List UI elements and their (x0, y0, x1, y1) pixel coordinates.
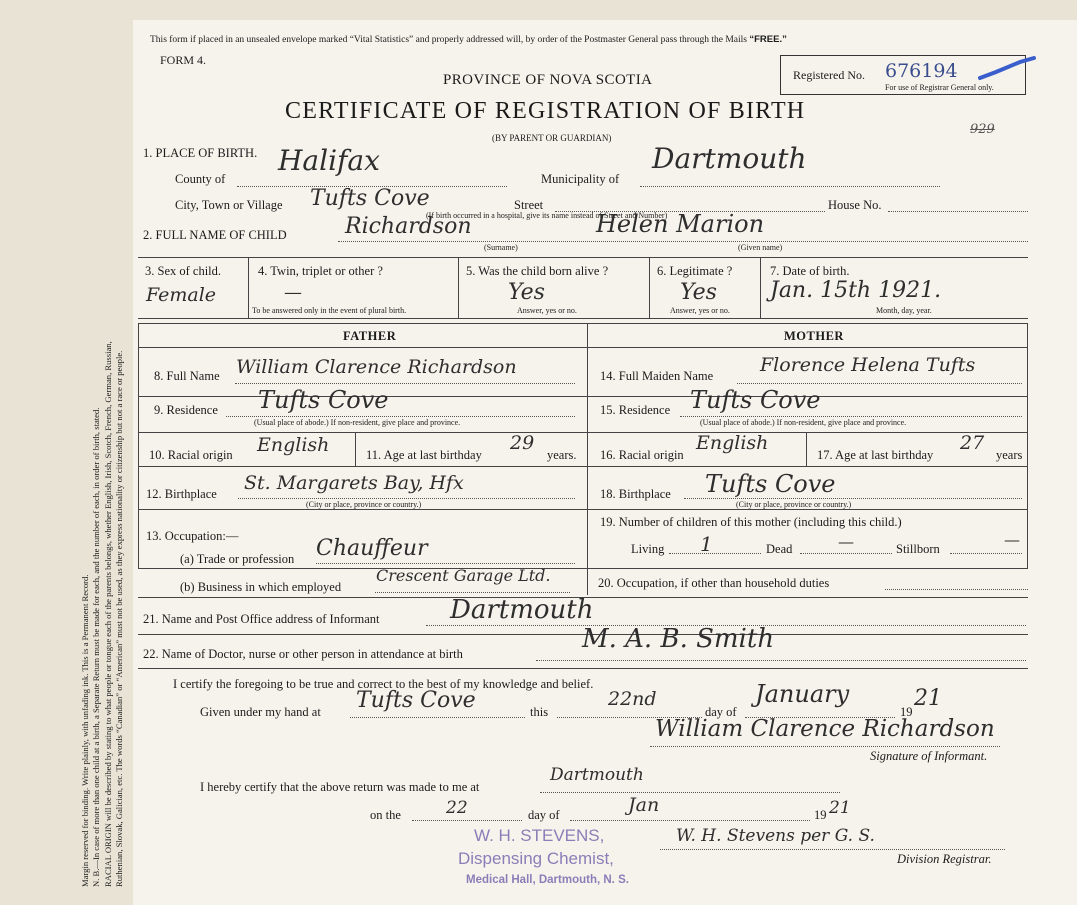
margin-line-3: RACIAL ORIGIN will be described by stating to what people or tongue each of the parents belongs, whether English, Irish, Scotch, French, German, Russian, (102, 341, 113, 887)
father-name-line (235, 383, 575, 384)
informant-signature: William Clarence Richardson (655, 716, 995, 742)
business-line (375, 592, 570, 593)
registrar-place-value: Dartmouth (550, 765, 644, 785)
registrar-day-line (412, 820, 522, 821)
chemist-stamp-line-3: Medical Hall, Dartmouth, N. S. (466, 874, 629, 886)
municipality-line (640, 186, 940, 187)
mother-heading: MOTHER (784, 329, 844, 343)
mother-birthplace-value: Tufts Cove (705, 470, 836, 498)
registrar-signature-label: Division Registrar. (897, 852, 992, 866)
county-value: Halifax (278, 144, 380, 177)
mother-residence-note: (Usual place of abode.) If non-resident, give place and province. (700, 418, 907, 427)
mother-race-divider (806, 432, 807, 466)
informant-signature-line (650, 746, 1000, 747)
stillborn-value: — (1004, 530, 1020, 549)
registrar-year-value: 21 (829, 798, 851, 818)
dead-value: — (838, 532, 854, 551)
alive-note: Answer, yes or no. (517, 306, 577, 315)
dead-line (800, 553, 892, 554)
margin-instructions (0, 0, 125, 905)
given-place-value: Tufts Cove (356, 688, 476, 713)
house-label: House No. (828, 198, 882, 212)
row-bottom-rule (138, 318, 1028, 319)
certify-day-value: 22nd (608, 688, 657, 710)
form-number: FORM 4. (160, 53, 207, 67)
child-name-line (338, 241, 1028, 242)
certify-year-value: 21 (914, 686, 942, 711)
street-label: Street (514, 198, 544, 212)
legitimate-value: Yes (680, 280, 717, 305)
place-of-birth-label: 1. PLACE OF BIRTH. (143, 146, 258, 160)
registrar-signature-line (660, 849, 1005, 850)
dob-note: Month, day, year. (876, 306, 932, 315)
mother-name-line (737, 383, 1022, 384)
twin-value: — (284, 282, 302, 303)
given-place-line (350, 717, 525, 718)
business-value: Crescent Garage Ltd. (376, 566, 551, 585)
doctor-label: 22. Name of Doctor, nurse or other person in attendance at birth (143, 647, 463, 661)
mother-residence-line (680, 416, 1022, 417)
alive-value: Yes (508, 280, 545, 305)
twin-label: 4. Twin, triplet or other ? (258, 264, 383, 278)
mother-residence-label: 15. Residence (600, 403, 671, 417)
informant-value: Dartmouth (450, 595, 594, 625)
registrar-day-of-label: day of (528, 808, 560, 822)
mother-age-value: 27 (960, 432, 985, 454)
father-name-label: 8. Full Name (154, 369, 220, 383)
margin-line-2: N. B.—In case of more than one child at a birth, a Separate Return must be made for each, and the number of each, in order of birth, stated. (91, 407, 102, 887)
living-label: Living (631, 542, 665, 556)
registered-number: 676194 (885, 60, 958, 82)
dead-label: Dead (766, 542, 793, 556)
parents-rule-4 (138, 509, 1028, 510)
living-line (669, 553, 761, 554)
father-birthplace-value: St. Margarets Bay, Hfx (244, 472, 464, 494)
surname-note: (Surname) (484, 243, 518, 252)
mother-birthplace-line (684, 498, 1022, 499)
father-age-value: 29 (510, 432, 535, 454)
registrar-certify-text: I hereby certify that the above return was made to me at (200, 780, 480, 794)
certify-day-of-label: day of (705, 705, 737, 719)
mother-birthplace-label: 18. Birthplace (600, 487, 671, 501)
doctor-line (536, 660, 1026, 661)
dob-value: Jan. 15th 1921. (770, 278, 942, 303)
mother-years-label: years (996, 448, 1023, 462)
province-heading: PROVINCE OF NOVA SCOTIA (443, 72, 653, 88)
row-divider-3 (649, 257, 650, 318)
occupation-label: 13. Occupation:— (146, 529, 239, 543)
father-name-value: William Clarence Richardson (236, 356, 517, 378)
registered-label: Registered No. (793, 68, 865, 82)
father-residence-note: (Usual place of abode.) If non-resident, give place and province. (254, 418, 461, 427)
father-residence-value: Tufts Cove (258, 386, 389, 414)
father-years-label: years. (547, 448, 577, 462)
certify-this-label: this (530, 705, 549, 719)
informant-label: 21. Name and Post Office address of Informant (143, 612, 380, 626)
sex-value: Female (146, 284, 217, 306)
child-name-label: 2. FULL NAME OF CHILD (143, 228, 287, 242)
doctor-rule (138, 668, 1028, 669)
mother-race-label: 16. Racial origin (600, 448, 684, 462)
mother-race-value: English (696, 432, 769, 454)
corner-mark: 929 (970, 122, 995, 137)
city-label: City, Town or Village (175, 198, 283, 212)
hospital-note: (If birth occurred in a hospital, give its name instead of Street and Number) (426, 211, 668, 220)
child-surname: Richardson (345, 214, 472, 239)
chemist-stamp-line-2: Dispensing Chemist, (458, 849, 614, 868)
registrar-day-value: 22 (446, 798, 468, 818)
trade-value: Chauffeur (316, 536, 428, 561)
living-value: 1 (700, 532, 713, 556)
father-residence-label: 9. Residence (154, 403, 218, 417)
father-race-label: 10. Racial origin (149, 448, 233, 462)
trade-label: (a) Trade or profession (180, 552, 295, 566)
doctor-value: M. A. B. Smith (582, 624, 775, 654)
occupation-divider (587, 569, 588, 595)
trade-line (316, 563, 575, 564)
row-divider-2 (458, 257, 459, 318)
mother-name-label: 14. Full Maiden Name (600, 369, 714, 383)
registered-note: For use of Registrar General only. (885, 83, 994, 92)
father-heading: FATHER (343, 329, 397, 343)
mother-occupation-line (885, 589, 1028, 590)
parents-heading-rule (138, 347, 1028, 348)
sex-label: 3. Sex of child. (145, 264, 222, 278)
dob-label: 7. Date of birth. (770, 264, 850, 278)
children-count-label: 19. Number of children of this mother (including this child.) (600, 515, 902, 529)
row-divider-1 (248, 257, 249, 318)
row-top-rule (138, 257, 1028, 258)
father-birthplace-note: (City or place, province or country.) (306, 500, 422, 509)
father-birthplace-label: 12. Birthplace (146, 487, 217, 501)
row-divider-4 (760, 257, 761, 318)
business-label: (b) Business in which employed (180, 580, 342, 594)
registrar-month-line (570, 820, 810, 821)
registrar-signature: W. H. Stevens per G. S. (676, 826, 875, 846)
margin-line-1: Margin reserved for binding. Write plainly, with unfading ink. This is a Permanent Record. (80, 574, 90, 887)
legitimate-label: 6. Legitimate ? (657, 264, 733, 278)
parents-center-rule (587, 323, 588, 569)
twin-note: To be answered only in the event of plural birth. (252, 306, 407, 315)
county-label: County of (175, 172, 226, 186)
mother-name-value: Florence Helena Tufts (760, 354, 976, 376)
given-name-note: (Given name) (738, 243, 783, 252)
parents-rule-3 (138, 466, 1028, 467)
parents-rule-2 (138, 432, 1028, 433)
father-age-label: 11. Age at last birthday (366, 448, 482, 462)
certify-text: I certify the foregoing to be true and correct to the best of my knowledge and belief. (173, 677, 594, 691)
mother-age-label: 17. Age at last birthday (817, 448, 934, 462)
registrar-place-line (540, 792, 840, 793)
father-residence-line (226, 416, 575, 417)
legitimate-note: Answer, yes or no. (670, 306, 730, 315)
mail-notice: This form if placed in an unsealed envelope marked “Vital Statistics” and properly addressed will, by order of the Postmaster General pass through the Mails “FREE.” (150, 34, 787, 45)
mother-birthplace-note: (City or place, province or country.) (736, 500, 852, 509)
municipality-value: Dartmouth (652, 142, 807, 175)
certify-month-value: January (755, 680, 850, 708)
registry-check-mark (978, 56, 1038, 82)
registrar-year-prefix: 19 (814, 808, 827, 822)
municipality-label: Municipality of (541, 172, 620, 186)
registrar-on-label: on the (370, 808, 401, 822)
child-given-name: Helen Marion (596, 210, 765, 238)
given-under-label: Given under my hand at (200, 705, 321, 719)
father-race-divider (355, 432, 356, 466)
city-value: Tufts Cove (310, 186, 430, 211)
mother-residence-value: Tufts Cove (690, 386, 821, 414)
alive-label: 5. Was the child born alive ? (466, 264, 609, 278)
father-birthplace-line (238, 498, 575, 499)
father-race-value: English (257, 434, 330, 456)
stillborn-label: Stillborn (896, 542, 940, 556)
chemist-stamp-line-1: W. H. STEVENS, (474, 826, 605, 845)
stillborn-line (950, 553, 1022, 554)
free-label: “FREE.” (749, 34, 787, 45)
registrar-month-value: Jan (628, 794, 660, 816)
informant-signature-label: Signature of Informant. (870, 749, 988, 763)
house-line (888, 211, 1028, 212)
margin-line-4: Ruthenian, Slovak, Galician, etc. The words “Canadian” or “American” must not be used, as they express nationality or citizenship but not a race or people. (113, 350, 124, 887)
mother-occupation-label: 20. Occupation, if other than household duties (598, 576, 830, 590)
certificate-title: CERTIFICATE OF REGISTRATION OF BIRTH (285, 98, 806, 124)
certificate-subtitle: (BY PARENT OR GUARDIAN) (492, 133, 612, 143)
certify-year-prefix: 19 (900, 705, 913, 719)
